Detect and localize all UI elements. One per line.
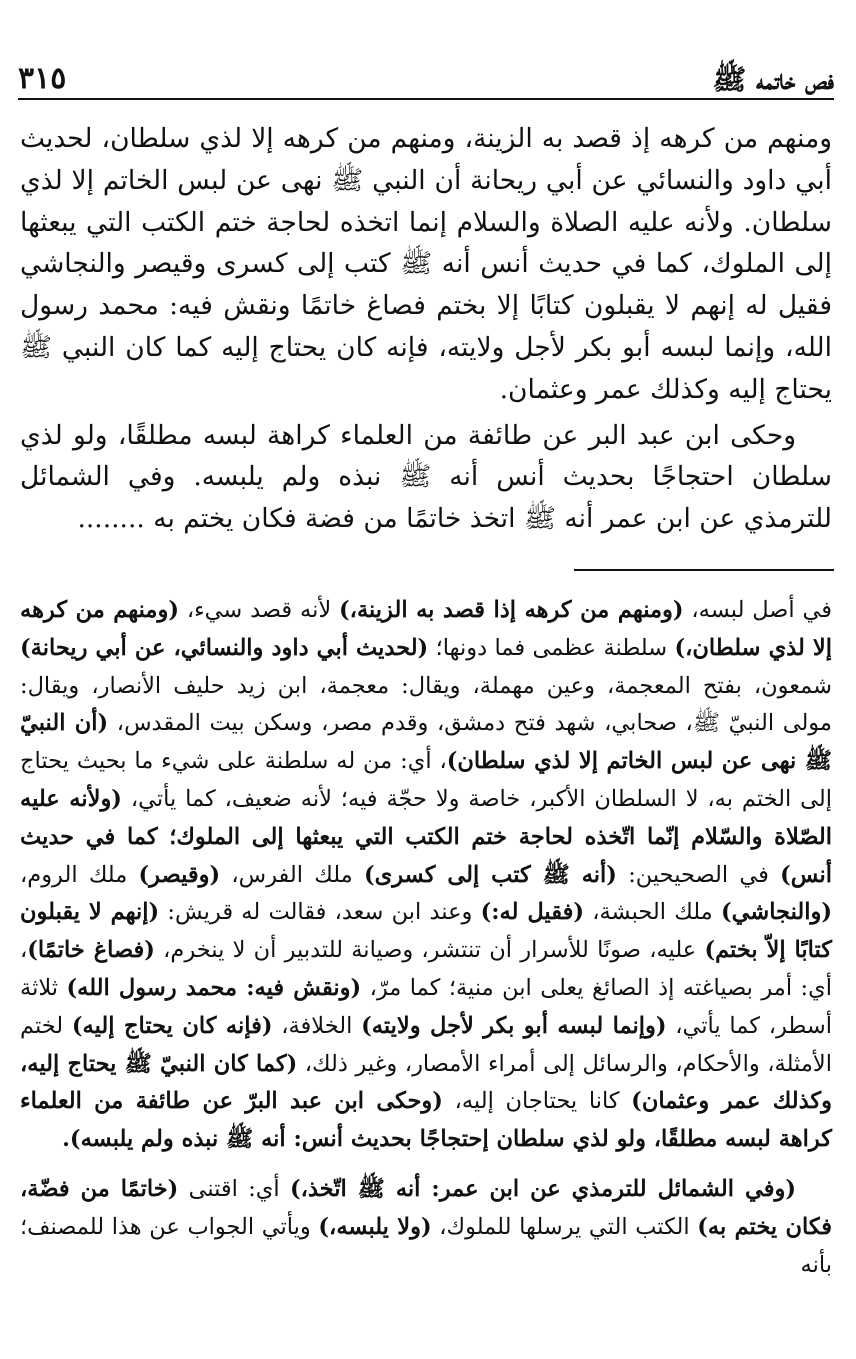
quoted-matn: (وإنما لبسه أبو بكر لأجل ولايته) <box>361 1012 667 1039</box>
quoted-matn: (وحكى ابن عبد البرّ عن طائفة من العلماء كراهة لبسه مطلقًا، ولو لذي سلطان إحتجاجًا بحديث أنس: أنه ﷺ نبذه ولم يلبسه). <box>20 1088 832 1153</box>
quoted-matn: (وفي الشمائل للترمذي عن ابن عمر: أنه ﷺ اتّخذ،) <box>289 1175 796 1202</box>
commentary-text-run: أي: اقتنى <box>178 1175 290 1202</box>
main-text <box>20 118 832 540</box>
quoted-matn: (والنجاشي) <box>720 899 832 926</box>
commentary-text-run: سلطنة عظمى فما دونها؛ <box>428 634 675 661</box>
commentary-text-run: ملك الروم، <box>20 861 139 888</box>
running-title: فص خاتمه ﷺ <box>712 63 834 96</box>
commentary-text-run: في أصل لبسه، <box>683 597 833 623</box>
quoted-matn: (إنهم لا يقبلون كتابًا إلاّ بختم) <box>20 899 833 964</box>
commentary-text-run: الكتب التي يرسلها للملوك، <box>431 1213 698 1240</box>
quoted-matn: (ومنهم من كرهه إلا لذي سلطان،) <box>20 597 832 661</box>
commentary-text-run: لختم الأمثلة، والأحكام، والرسائل إلى أمراء الأمصار، وغير ذلك، <box>20 1012 832 1077</box>
commentary-text-run: كانا يحتاجان إليه، <box>442 1088 632 1115</box>
commentary-text-run: شمعون، بفتح المعجمة، وعين مهملة، ويقال: معجمة، ابن زيد حليف الأنصار، ويقال: مولى النبيّ ﷺ، صحابي، شهد فتح دمشق، وقدم مصر، وسكن بيت المقدس، <box>20 672 832 737</box>
commentary-text-run: ، أي: أمر بصياغته إذ الصائغ يعلى ابن منية؛ كما مرّ، <box>20 937 833 1001</box>
main-paragraph: ومنهم من كرهه إذ قصد به الزينة، ومنهم من كرهه إلا لذي سلطان، لحديث أبي داود والنسائي عن أبي ريحانة أن النبي ﷺ نهى عن لبس الخاتم إلا لذي سلطان. ولأنه عليه الصلاة والسلام إنما اتخذه لحاجة ختم الكتب التي يبعثها إلى الملوك، كما في حديث أنس أنه ﷺ كتب إلى كسرى وقيصر والنجاشي فقيل له إنهم لا يقبلون كتابًا إلا بختم فصاغ خاتمًا ونقش فيه: محمد رسول الله، وإنما لبسه أبو بكر لأجل ولايته، فإنه كان يحتاج إليه كما كان النبي ﷺ يحتاج إليه وكذلك عمر وعثمان. <box>20 123 832 405</box>
quoted-matn: (أنه ﷺ كتب إلى كسرى) <box>363 861 617 888</box>
quoted-matn: (لحديث أبي داود والنسائي، عن أبي ريحانة) <box>20 634 429 661</box>
commentary-text-run: ملك الحبشة، <box>583 899 721 926</box>
quoted-matn: (أن النبيّ ﷺ نهى عن لبس الخاتم إلا لذي سلطان) <box>20 710 832 775</box>
commentary-text-run: لأنه قصد سيء، <box>178 597 340 623</box>
quoted-matn: (فصاغ خاتمًا) <box>27 937 155 964</box>
page-number: ٣١٥ <box>18 61 67 96</box>
commentary-text-run: عليه، صونًا للأسرار أن تنتشر، وصيانة للتدبير أن لا ينخرم، <box>154 937 705 964</box>
quoted-matn: (كما كان النبيّ ﷺ يحتاج إليه، وكذلك عمر وعثمان) <box>20 1050 832 1115</box>
commentary-paragraph <box>20 592 832 1159</box>
quoted-matn: (ونقش فيه: محمد رسول الله) <box>66 974 362 1001</box>
quoted-matn: (ومنهم من كرهه إذا قصد به الزينة،) <box>339 597 684 623</box>
commentary-text-run: وعند ابن سعد، فقالت له قريش: <box>159 899 481 926</box>
commentary-text-run: ثلاثة أسطر، كما يأتي، <box>20 974 832 1039</box>
commentary-text-run: الخلافة، <box>272 1012 362 1039</box>
quoted-matn: (فإنه كان يحتاج إليه) <box>71 1012 273 1039</box>
quoted-matn: (وقيصر) <box>138 861 221 888</box>
commentary-text-run: ويأتي الجواب عن هذا للمصنف؛ بأنه <box>20 1213 832 1278</box>
quoted-matn: (ولأنه عليه الصّلاة والسّلام إنّما اتّخذه لحاجة ختم الكتب التي يبعثها إلى الملوك؛ كما في حديث أنس) <box>20 785 832 888</box>
commentary-text-run: ، أي: من له سلطنة على شيء ما بحيث يحتاج إلى الختم به، لا السلطان الأكبر، خاصة ولا حجّة فيه؛ لأنه ضعيف، كما يأتي، <box>20 748 833 812</box>
commentary-text-run: في الصحيحين: <box>616 861 781 888</box>
main-paragraph: وحكى ابن عبد البر عن طائفة من العلماء كراهة لبسه مطلقًا، ولو لذي سلطان احتجاجًا بحديث أنس أنه ﷺ نبذه ولم يلبسه. وفي الشمائل للترمذي عن ابن عمر أنه ﷺ اتخذ خاتمًا من فضة فكان يختم به ........ <box>20 419 832 535</box>
page-header <box>18 54 834 100</box>
commentary-paragraph <box>20 1171 832 1284</box>
footnote-separator <box>574 569 834 571</box>
commentary-text <box>20 592 832 1284</box>
quoted-matn: (خاتمًا من فضّة، فكان يختم به) <box>20 1175 832 1240</box>
commentary-text-run: ملك الفرس، <box>220 861 364 888</box>
quoted-matn: (ولا يلبسه،) <box>318 1213 432 1240</box>
quoted-matn: (فقيل له:) <box>480 899 584 926</box>
